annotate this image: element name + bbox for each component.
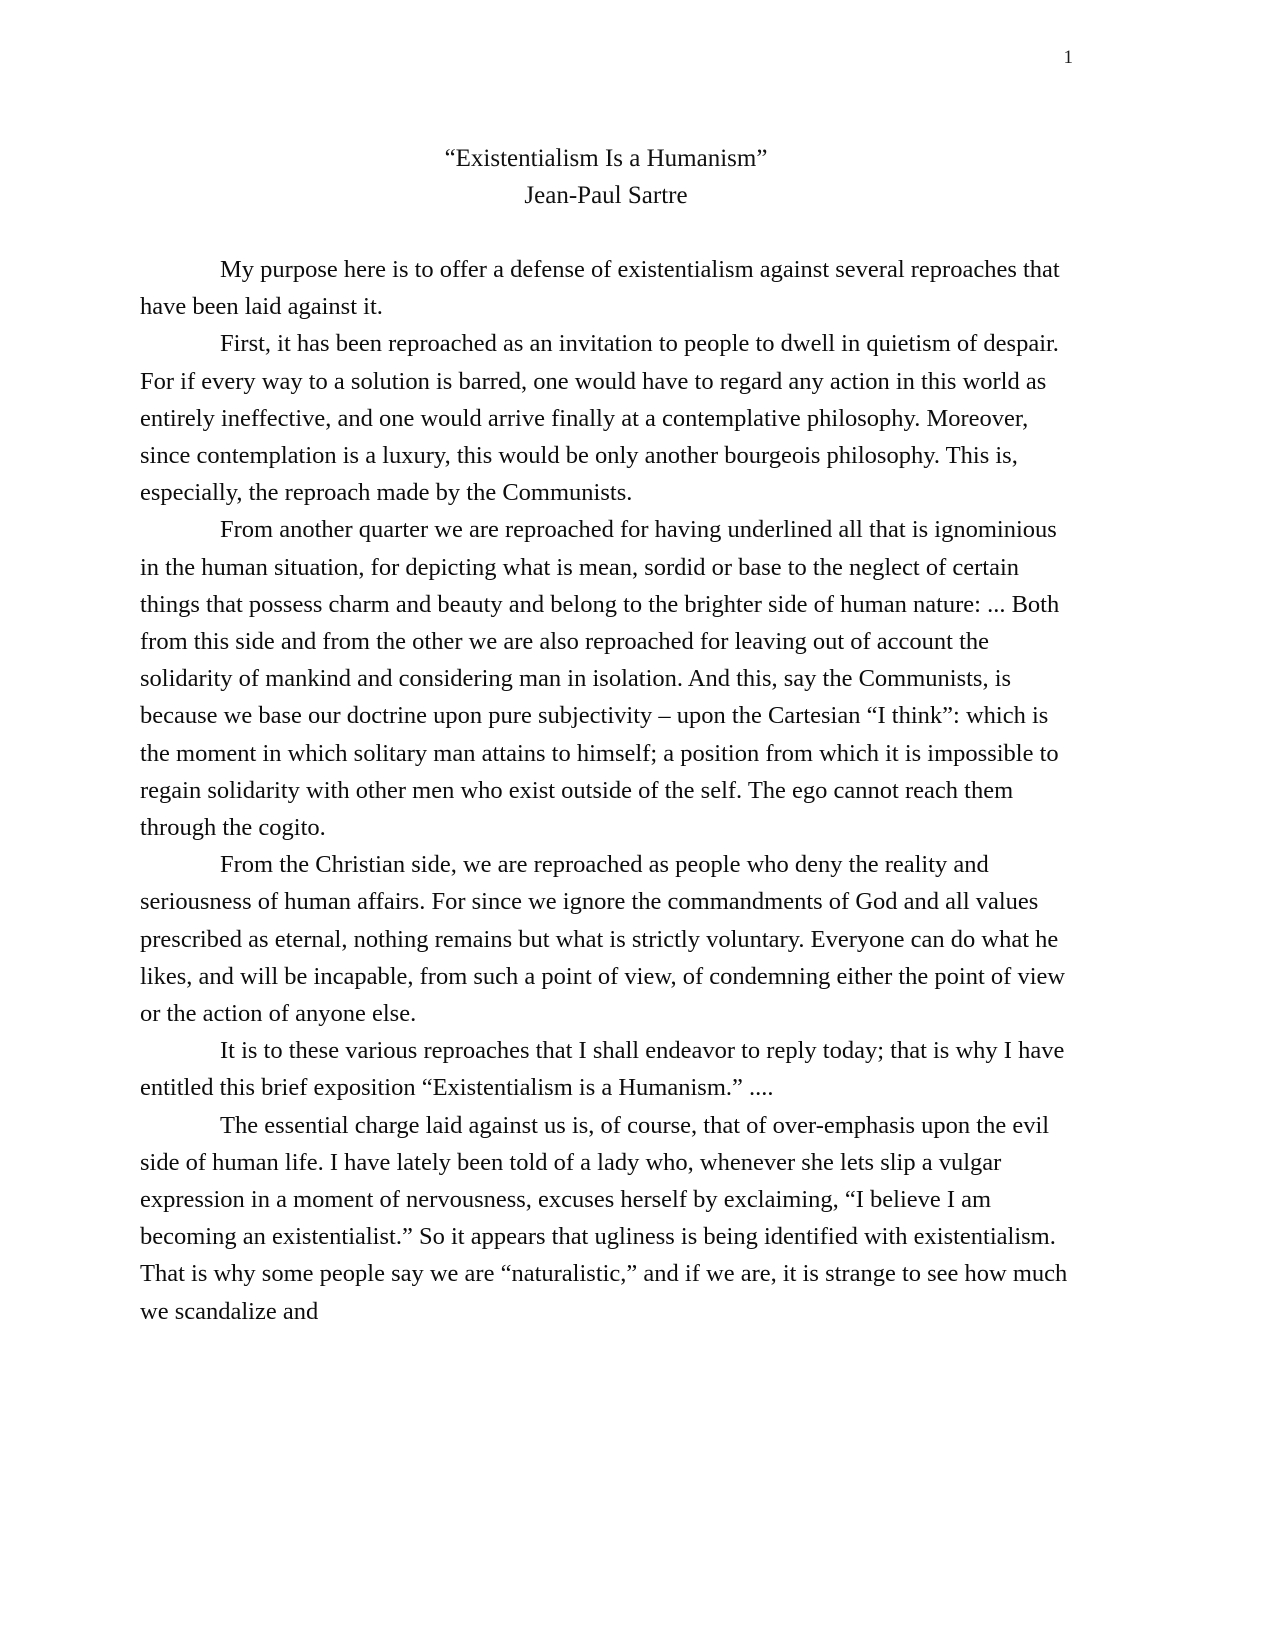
paragraph: The essential charge laid against us is, of course, that of over-emphasis upon the evil side of human life. I have lately been told of a lady who, whenever she lets slip a vulgar expression in a moment of nervousness, excuses herself by exclaiming, “I believe I am becoming an existentialist.” So it appears that ugliness is being identified with existentialism. That is why some people say we are “naturalistic,” and if we are, it is strange to see how much we scandalize and [140,1111,1068,1325]
paragraph: My purpose here is to offer a defense of existentialism against several reproaches that have been laid against it. [140,256,1060,321]
paragraph: From the Christian side, we are reproached as people who deny the reality and seriousness of human affairs. For since we ignore the commandments of God and all values prescribed as eternal, nothing remains but what is strictly voluntary. Everyone can do what he likes, and will be incapable, from such a point of view, of condemning either the point of view or the action of anyone else. [140,851,1066,1028]
page-number: 1 [1063,47,1073,68]
paragraph: First, it has been reproached as an invitation to people to dwell in quietism of despair. For if every way to a solution is barred, one would have to regard any action in this world as entirely ineffective, and one would arrive finally at a contemplative philosophy. Moreover, since contemplation is a luxury, this would be only another bourgeois philosophy. This is, especially, the reproach made by the Communists. [140,330,1059,507]
document-title: “Existentialism Is a Humanism” [444,145,768,172]
body-text [140,251,1072,1330]
document-author: Jean-Paul Sartre [524,182,688,209]
paragraph: It is to these various reproaches that I shall endeavor to reply today; that is why I have entitled this brief exposition “Existentialism is a Humanism.” .... [140,1037,1065,1102]
paragraph: From another quarter we are reproached for having underlined all that is ignominious in the human situation, for depicting what is mean, sordid or base to the neglect of certain things that possess charm and beauty and belong to the brighter side of human nature: ... Both from this side and from the other we are also reproached for leaving out of account the solidarity of mankind and considering man in isolation. And this, say the Communists, is because we base our doctrine upon pure subjectivity – upon the Cartesian “I think”: which is the moment in which solitary man attains to himself; a position from which it is impossible to regain solidarity with other men who exist outside of the self. The ego cannot reach them through the cogito. [140,516,1060,842]
title-block [140,140,1072,214]
